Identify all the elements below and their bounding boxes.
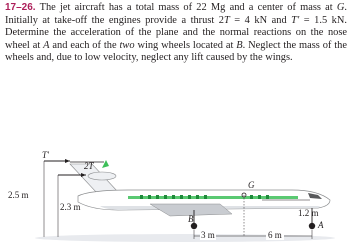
- problem-statement: [5, 2, 347, 65]
- label-a: A: [318, 220, 324, 230]
- ground-shadow: [35, 234, 335, 242]
- aircraft-diagram: [0, 138, 352, 242]
- symbol-T-prime: T′: [291, 14, 300, 26]
- text-line3: a thrust 2: [181, 14, 224, 26]
- symbol-A: A: [43, 39, 50, 51]
- text-line7: neglect any lift caused by the wings.: [141, 52, 293, 64]
- dim-2-3: 2.3 m: [60, 202, 81, 212]
- problem-number: 17–26.: [5, 2, 36, 13]
- symbol-B: B: [236, 39, 243, 51]
- text-line6: . Neglect the mass of the wheels and, due to low velocity,: [5, 39, 347, 64]
- text-line3b: = 4 kN and: [229, 14, 287, 26]
- text-line5a: nose wheel at: [5, 27, 347, 51]
- text-line4: acceleration of the plane and the normal reactions on the: [70, 27, 324, 39]
- aircraft-figure: [0, 138, 352, 242]
- rear-engine: [88, 172, 116, 180]
- dim-2-5: 2.5 m: [8, 190, 29, 200]
- dim-6: 6 m: [268, 230, 282, 240]
- text-line1: The jet aircraft has a total mass of 22 Mg and a: [39, 2, 254, 13]
- label-t-prime: T′: [42, 150, 49, 160]
- label-g: G: [248, 180, 255, 190]
- text-line2: center of mass at: [257, 2, 333, 13]
- text-line5c: wing wheels located at: [134, 39, 234, 51]
- text-line2b: . Initially at take-off the engines provide: [5, 2, 347, 26]
- label-2t: 2T: [84, 161, 94, 171]
- text-line5b: and each of the: [49, 39, 117, 51]
- symbol-T: T: [223, 14, 230, 26]
- thrust-arrow-2t: [58, 173, 86, 177]
- dim-1-2: 1.2 m: [298, 208, 319, 218]
- text-line3c: = 1.5 kN. Determine the: [5, 14, 347, 39]
- label-b: B: [188, 214, 194, 224]
- dim-3: 3 m: [201, 230, 215, 240]
- engine-logo-icon: [102, 160, 109, 168]
- emphasis-two: two: [119, 39, 135, 51]
- symbol-G: G: [336, 2, 345, 13]
